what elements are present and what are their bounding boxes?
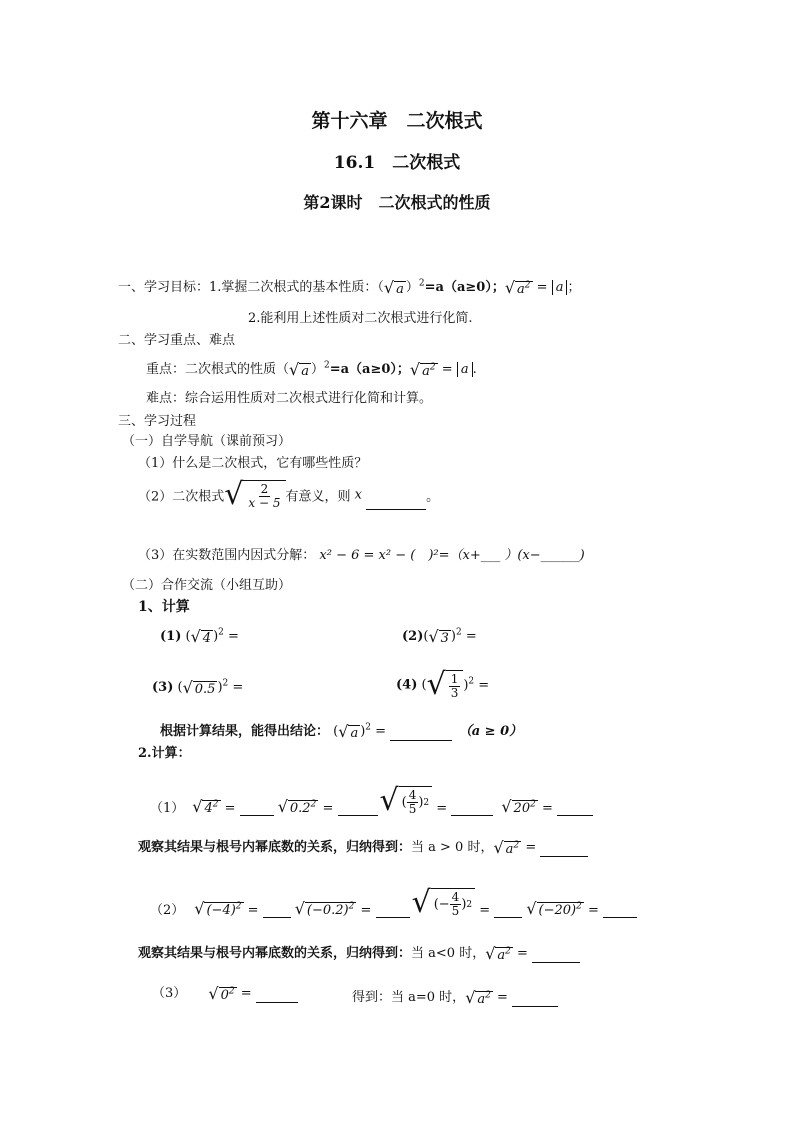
sqrt-a2-radical: √ $a^2$ <box>504 278 531 297</box>
goal-1-prefix: 1.掌握二次根式的基本性质：（ <box>209 280 384 295</box>
observation-3: 得到：当 a=0 时，√ $a^2$ = <box>352 986 558 1007</box>
section-title: 16.1 二次根式 <box>333 153 461 173</box>
obs1-blank[interactable] <box>540 842 588 857</box>
calc1-problem-4: (4) ( √ $\frac{1}{3}$ )$^2$ = <box>396 667 490 702</box>
calc2-row-3: （3） √ $0^2$ = <box>152 982 298 1003</box>
calc2-row-1: （1） √ $4^2$ = √ $0.2^2$ = √ ( $\frac{4}{5}$ ) 2 = √ $20^2$ = <box>150 770 593 816</box>
row1-blank-3[interactable] <box>451 801 493 816</box>
calc1-conclusion: 根据计算结果，能得出结论： (√ a )$^2$ = （a ≥ 0） <box>160 722 523 741</box>
row2-blank-4[interactable] <box>603 903 637 918</box>
goal-1-mid: ） <box>405 280 419 295</box>
question-2: （2）二次根式 √ $\frac{2}{x - 5}$ 有意义，则 x 。 <box>138 477 440 512</box>
goals-label: 一、学习目标： <box>118 280 210 295</box>
calc1-problem-3: (3) (√ 0.5 )$^2$ = <box>152 678 244 697</box>
row1-blank-2[interactable] <box>338 801 378 816</box>
row2-blank-3[interactable] <box>494 903 522 918</box>
goal-1-eq: =a（a≥0）； <box>424 280 505 295</box>
goal-line-2: 2.能利用上述性质对二次根式进行化简. <box>248 311 473 326</box>
observation-1: 观察其结果与根号内幂底数的关系，归纳得到：当 a > 0 时，√ $a^2$ = <box>138 836 588 857</box>
question-3: （3）在实数范围内因式分解： x² − 6 = x² − ( )²=（x+___ ）(x−______) <box>138 548 585 563</box>
focus-line: 重点：二次根式的性质（√ a ）$^2$=a（a≥0）；√ $a^2 = a$ . <box>146 360 477 379</box>
chapter-title: 第十六章 二次根式 <box>311 110 483 132</box>
sqrt-a-radical: √ a <box>383 278 404 297</box>
lesson-title: 第2课时 二次根式的性质 <box>303 193 491 212</box>
process-heading: 三、学习过程 <box>118 414 197 429</box>
row2-blank-1[interactable] <box>263 903 291 918</box>
obs2-blank[interactable] <box>532 948 580 963</box>
cooperate-heading: （二）合作交流（小组互助） <box>122 578 292 593</box>
calc1-problem-1: (1) (√ 4 )$^2$ = <box>160 627 239 646</box>
conclusion-blank[interactable] <box>390 726 452 741</box>
observation-2: 观察其结果与根号内幂底数的关系，归纳得到：当 a<0 时，√ $a^2$ = <box>138 942 580 963</box>
calc1-problem-2: (2)(√ 3 )$^2$ = <box>402 627 477 646</box>
calc1-heading: 1、计算 <box>138 599 190 615</box>
row3-blank[interactable] <box>256 988 298 1003</box>
calc2-row-2: （2） √ $(-4)^2$ = √ $(-0.2)^2$ = √ ( − $\frac{4}{5}$ ) 2 = √ $(-20)^2$ = <box>150 872 637 918</box>
row1-blank-1[interactable] <box>240 801 274 816</box>
obs3-blank[interactable] <box>512 992 558 1007</box>
sqrt-fraction: √ $\frac{2}{x - 5}$ <box>224 480 285 510</box>
keypoints-heading: 二、学习重点、难点 <box>118 333 236 348</box>
row2-blank-2[interactable] <box>376 903 410 918</box>
row1-blank-4[interactable] <box>557 801 593 816</box>
self-study-heading: （一）自学导航（课前预习） <box>122 434 292 449</box>
calc2-heading: 2.计算： <box>138 746 191 761</box>
q2-blank[interactable] <box>366 495 426 510</box>
difficulty-line: 难点：综合运用性质对二次根式进行化简和计算。 <box>146 391 433 406</box>
goal-line-1: 一、学习目标：1.掌握二次根式的基本性质：（√ a ）$^2$=a（a≥0）；√ $a^2 = a$ ； <box>118 278 581 297</box>
question-1: （1）什么是二次根式，它有哪些性质？ <box>138 456 368 471</box>
abs-a: a <box>552 280 568 295</box>
